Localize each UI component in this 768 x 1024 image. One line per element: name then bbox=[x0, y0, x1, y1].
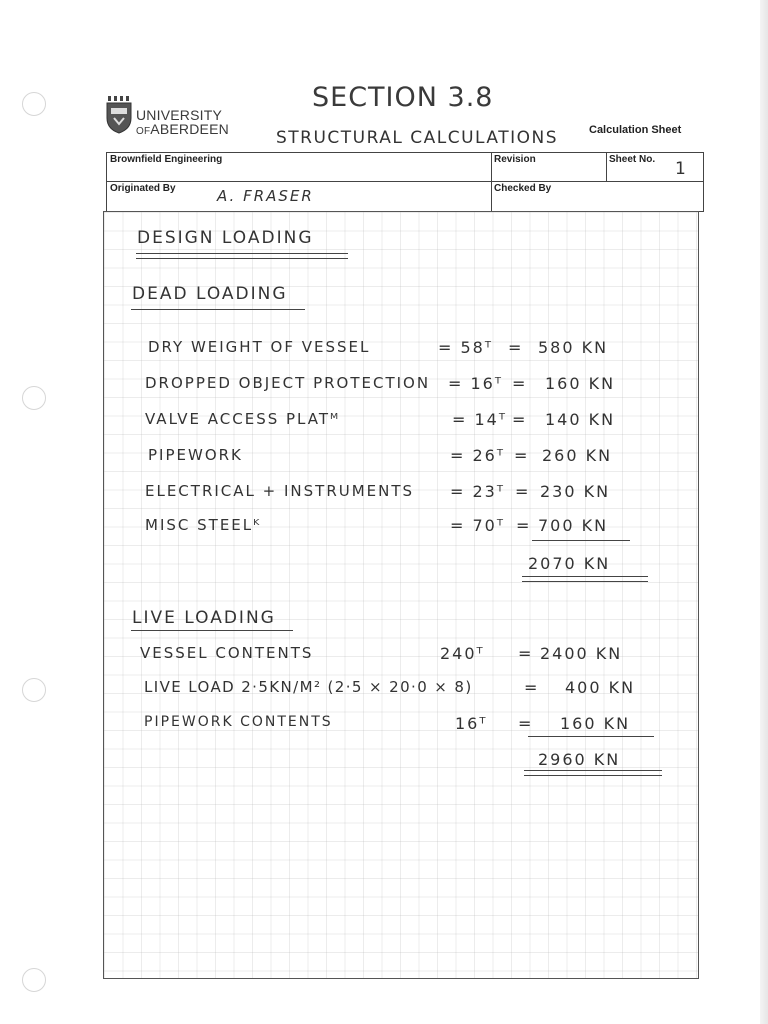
revision-label: Revision bbox=[494, 154, 536, 165]
originated-by-value: A. FRASER bbox=[217, 187, 314, 205]
header-form bbox=[106, 152, 704, 212]
total-underline bbox=[522, 581, 648, 582]
total-underline bbox=[522, 576, 648, 577]
university-logo bbox=[106, 94, 246, 140]
dead-total: 2070 KN bbox=[528, 554, 611, 573]
live-tonnes: 16ᵀ bbox=[455, 714, 488, 733]
dead-item: PIPEWORK bbox=[148, 446, 243, 464]
originated-by-label: Originated By bbox=[110, 183, 176, 194]
underline bbox=[136, 253, 348, 254]
underline bbox=[131, 309, 305, 310]
underline bbox=[131, 630, 293, 631]
university-line1: UNIVERSITY bbox=[136, 107, 223, 123]
section-title: SECTION 3.8 bbox=[312, 82, 494, 113]
punch-hole bbox=[22, 92, 46, 116]
live-equals: = bbox=[518, 644, 534, 663]
dead-item: MISC STEELᴷ bbox=[145, 516, 262, 534]
live-kn: 400 KN bbox=[565, 678, 636, 697]
dead-tonnes: = 26ᵀ bbox=[450, 446, 506, 465]
live-equals: = bbox=[518, 714, 534, 733]
sheet-no-value: 1 bbox=[675, 159, 688, 179]
checked-by-label: Checked By bbox=[494, 183, 552, 194]
dead-kn: 700 KN bbox=[538, 516, 609, 535]
underline bbox=[136, 258, 348, 259]
live-item: VESSEL CONTENTS bbox=[140, 644, 314, 662]
live-tonnes: 240ᵀ bbox=[440, 644, 485, 663]
dead-equals: = bbox=[516, 516, 532, 535]
dead-kn: 140 KN bbox=[545, 410, 616, 429]
live-loading-heading: LIVE LOADING bbox=[132, 608, 276, 628]
underline bbox=[528, 736, 654, 737]
dead-item: DROPPED OBJECT PROTECTION bbox=[145, 374, 431, 392]
form-col-divider bbox=[606, 153, 607, 181]
total-underline bbox=[524, 775, 662, 776]
dead-equals: = bbox=[512, 374, 528, 393]
live-equals: = bbox=[524, 678, 540, 697]
dead-equals: = bbox=[508, 338, 524, 357]
dead-kn: 580 KN bbox=[538, 338, 609, 357]
project-label: Brownfield Engineering bbox=[110, 154, 223, 165]
form-row-divider bbox=[107, 181, 703, 182]
calculation-grid bbox=[103, 211, 699, 979]
university-crest-icon bbox=[106, 96, 132, 134]
live-item: PIPEWORK CONTENTS bbox=[144, 714, 333, 730]
dead-tonnes: = 14ᵀ bbox=[452, 410, 508, 429]
punch-hole bbox=[22, 678, 46, 702]
dead-kn: 230 KN bbox=[540, 482, 611, 501]
dead-equals: = bbox=[514, 446, 530, 465]
sheet-no-label: Sheet No. bbox=[609, 154, 656, 165]
dead-item: DRY WEIGHT OF VESSEL bbox=[148, 338, 371, 356]
dead-kn: 260 KN bbox=[542, 446, 613, 465]
university-name bbox=[136, 108, 229, 139]
calculation-sheet-label: Calculation Sheet bbox=[589, 124, 682, 136]
punch-hole bbox=[22, 968, 46, 992]
punch-hole bbox=[22, 386, 46, 410]
live-kn: 2400 KN bbox=[540, 644, 623, 663]
dead-tonnes: = 58ᵀ bbox=[438, 338, 494, 357]
dead-item: VALVE ACCESS PLATᴹ bbox=[145, 410, 341, 428]
university-of: OF bbox=[136, 126, 151, 137]
live-item: LIVE LOAD 2·5KN/M² (2·5 × 20·0 × 8) bbox=[144, 678, 473, 696]
form-col-divider bbox=[491, 153, 492, 211]
dead-tonnes: = 23ᵀ bbox=[450, 482, 506, 501]
university-line2: ABERDEEN bbox=[150, 121, 229, 137]
dead-tonnes: = 16ᵀ bbox=[448, 374, 504, 393]
dead-equals: = bbox=[515, 482, 531, 501]
dead-tonnes: = 70ᵀ bbox=[450, 516, 506, 535]
underline bbox=[532, 540, 630, 541]
design-loading-heading: DESIGN LOADING bbox=[137, 228, 314, 248]
dead-kn: 160 KN bbox=[545, 374, 616, 393]
live-kn: 160 KN bbox=[560, 714, 631, 733]
dead-equals: = bbox=[512, 410, 528, 429]
total-underline bbox=[524, 770, 662, 771]
sheet-subtitle: STRUCTURAL CALCULATIONS bbox=[276, 128, 558, 148]
page-edge bbox=[760, 0, 768, 1024]
live-total: 2960 KN bbox=[538, 750, 621, 769]
dead-item: ELECTRICAL + INSTRUMENTS bbox=[145, 482, 415, 500]
dead-loading-heading: DEAD LOADING bbox=[132, 284, 288, 304]
